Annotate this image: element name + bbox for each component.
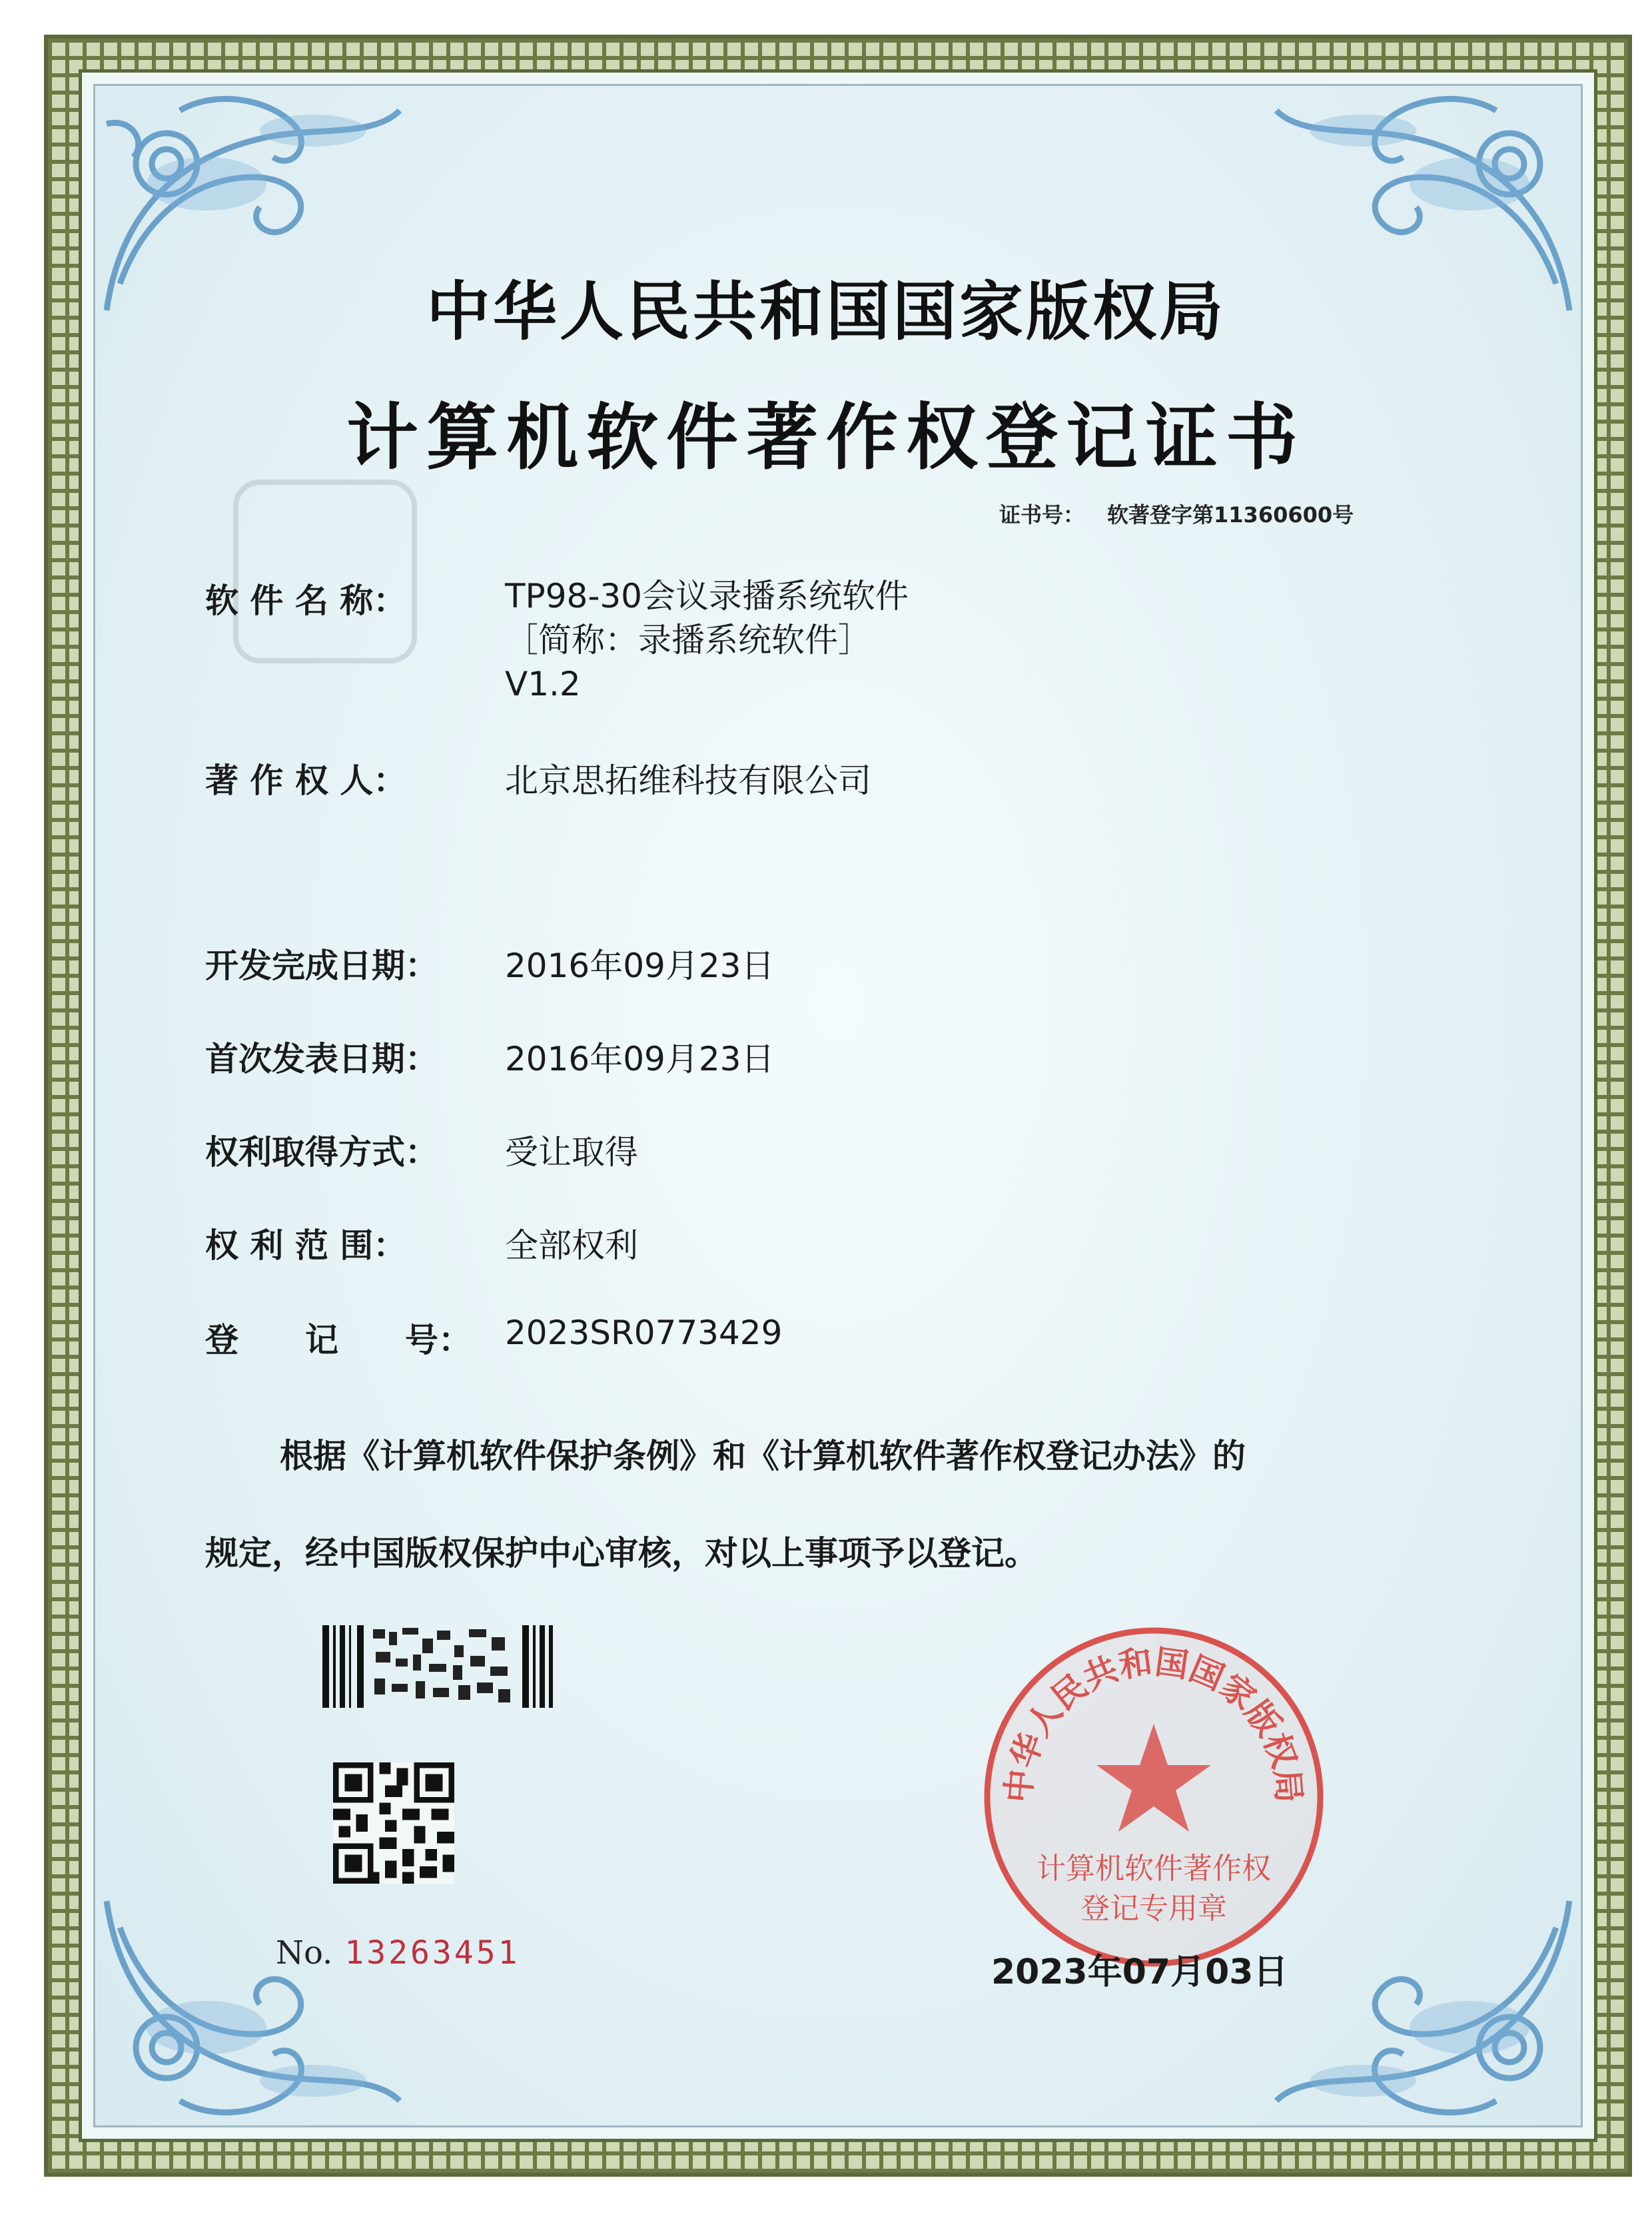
software-name-line3: V1.2 bbox=[505, 665, 581, 703]
dev-date-value: 2016年09月23日 bbox=[505, 946, 775, 985]
pub-date-value: 2016年09月23日 bbox=[505, 1040, 775, 1078]
watermark-emblem bbox=[233, 480, 417, 663]
certificate-number bbox=[999, 498, 1432, 529]
seal-outer-text: 中华人民共和国国家版权局 bbox=[999, 1642, 1309, 1804]
serial-number bbox=[276, 1934, 520, 1972]
certificate-number-label: 证书号： bbox=[999, 502, 1085, 528]
owner-label: 著 作 权 人： bbox=[205, 761, 407, 800]
seal-inner-line2: 登记专用章 bbox=[1080, 1892, 1227, 1926]
issuer-title: 中华人民共和国国家版权局 bbox=[426, 274, 1226, 349]
software-name-line2: ［简称：录播系统软件］ bbox=[505, 621, 871, 659]
dev-date-label: 开发完成日期： bbox=[205, 946, 438, 985]
owner-value: 北京思拓维科技有限公司 bbox=[505, 761, 871, 800]
rights-scope-label: 权 利 范 围： bbox=[205, 1226, 407, 1265]
acquire-method-value: 受让取得 bbox=[505, 1133, 638, 1172]
corner-ornament-bottom-left bbox=[93, 1888, 413, 2127]
statement-line2: 规定，经中国版权保护中心审核，对以上事项予以登记。 bbox=[205, 1534, 1038, 1573]
certificate-title: 计算机软件著作权登记证书 bbox=[346, 396, 1306, 480]
issue-date: 2023年07月03日 bbox=[991, 1952, 1288, 1992]
statement-line1: 根据《计算机软件保护条例》和《计算机软件著作权登记办法》的 bbox=[280, 1437, 1246, 1475]
registration-number-value: 2023SR0773429 bbox=[505, 1313, 783, 1352]
rights-scope-value: 全部权利 bbox=[505, 1226, 638, 1265]
seal-inner-line1: 计算机软件著作权 bbox=[1036, 1852, 1271, 1886]
certificate-number-value: 软著登字第11360600号 bbox=[1107, 502, 1354, 528]
qr-code bbox=[333, 1762, 454, 1884]
official-seal bbox=[974, 1617, 1334, 1977]
pub-date-label: 首次发表日期： bbox=[205, 1040, 438, 1078]
barcode bbox=[322, 1625, 556, 1708]
software-name-value bbox=[505, 574, 909, 706]
serial-number-value: 13263451 bbox=[344, 1934, 520, 1972]
software-name-line1: TP98-30会议录播系统软件 bbox=[505, 577, 909, 615]
registration-number-label: 登 记 号： bbox=[205, 1321, 472, 1359]
software-name-label: 软 件 名 称： bbox=[205, 581, 407, 620]
serial-number-label: No. bbox=[276, 1934, 333, 1972]
acquire-method-label: 权利取得方式： bbox=[205, 1133, 438, 1172]
